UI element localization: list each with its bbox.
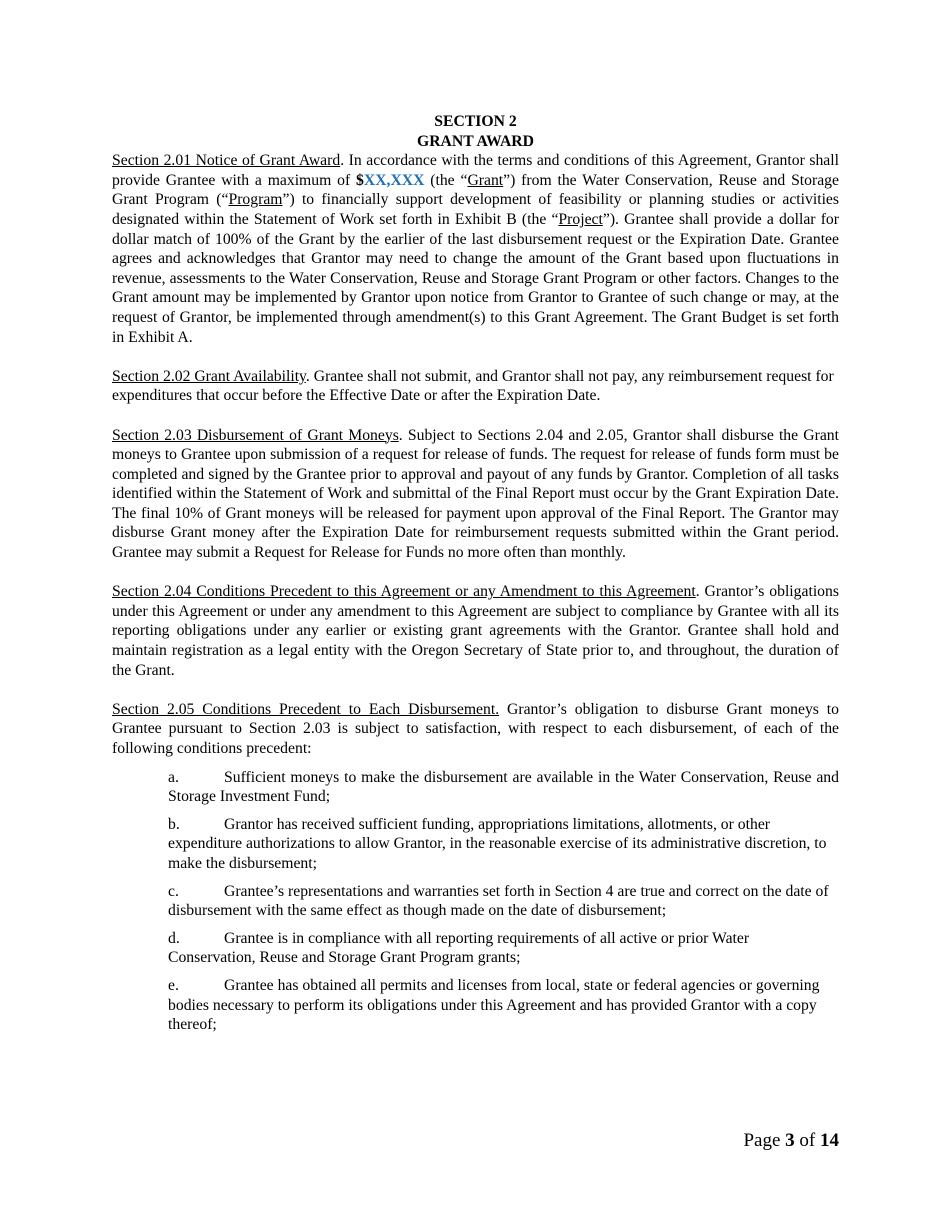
current-page-number: 3 (785, 1130, 795, 1151)
section-2-01-text-4: ”) to financially support development of feasibility or planning studies or activities designated within the Statement of Work set forth in Exhibit B (the “ (112, 191, 839, 228)
condition-text: Grantee has obtained all permits and licenses from local, state or federal agencies or governing bodies necessary to perform its obligations under this Agreement and has provided Grantor with a copy thereof; (168, 976, 820, 1034)
section-2-03-title: Section 2.03 Disbursement of Grant Moneys (112, 426, 399, 444)
project-defined-term: Project (558, 210, 603, 228)
grant-amount-placeholder: XX,XXX (363, 171, 425, 189)
conditions-list (168, 768, 839, 1035)
condition-label: b. (168, 815, 180, 833)
total-page-number: 14 (820, 1130, 839, 1151)
section-2-01-text-1: . In accordance with the terms and conditions of this Agreement, Grantor shall provide Grantee with a maximum of (112, 152, 839, 189)
section-2-02-paragraph (112, 367, 839, 406)
condition-text: Grantee’s representations and warranties set forth in Section 4 are true and correct on the date of disbursement with the same effect as though made on the date of disbursement; (168, 882, 829, 920)
condition-label: c. (168, 882, 179, 900)
section-2-04-title: Section 2.04 Conditions Precedent to this Agreement or any Amendment to this Agreement (112, 583, 696, 601)
section-2-04-paragraph (112, 582, 839, 680)
section-2-01-title: Section 2.01 Notice of Grant Award (112, 152, 341, 170)
condition-item-a (168, 768, 839, 807)
condition-label: a. (168, 768, 179, 786)
section-2-01-text-2: (the “ (424, 171, 468, 189)
condition-item-b (168, 815, 839, 874)
section-2-05-title: Section 2.05 Conditions Precedent to Each Disbursement. (112, 700, 500, 718)
section-number-heading: SECTION 2 (434, 113, 517, 130)
condition-label: d. (168, 929, 180, 947)
program-defined-term: Program (228, 191, 283, 209)
condition-text: Grantor has received sufficient funding, appropriations limitations, allotments, or other expenditure authorizations to allow Grantor, in the reasonable exercise of its administrative discretion, to make the disbursement; (168, 815, 827, 872)
condition-item-c (168, 882, 839, 921)
condition-item-d (168, 929, 839, 968)
section-2-05-text: Grantor’s obligation to disburse Grant moneys to Grantee pursuant to Section 2.03 is subject to satisfaction, with respect to each disbursement, of each of the following conditions precedent: (112, 700, 839, 757)
section-2-03-paragraph (112, 426, 839, 563)
condition-label: e. (168, 976, 179, 994)
grant-dollar-sign: $ (356, 171, 364, 189)
section-2-03-text: . Subject to Sections 2.04 and 2.05, Grantor shall disburse the Grant moneys to Grantee upon submission of a request for release of funds. The request for release of funds form must be completed and signed by the Grantee prior to approval and payout of any funds by Grantor. Completion of all tasks identified within the Statement of Work and submittal of the Final Report must occur by the Grant Expiration Date. The final 10% of Grant moneys will be released for payment upon approval of the Final Report. The Grantor may disburse Grant money after the Expiration Date for reimbursement requests submitted within the Grant period. Grantee may submit a Request for Release for Funds no more often than monthly. (112, 426, 839, 562)
section-2-01-text-5: ”). Grantee shall provide a dollar for dollar match of 100% of the Grant by the earlier of the last disbursement request or the Expiration Date. Grantee agrees and acknowledges that Grantor may need to change the amount of the Grant based upon fluctuations in revenue, assessments to the Water Conservation, Reuse and Storage Grant Program or other factors. Changes to the Grant amount may be implemented by Grantor upon notice from Grantor to Grantee of such change or may, at the request of Grantor, be implemented through amendment(s) to this Grant Agreement. The Grant Budget is set forth in Exhibit A. (112, 210, 839, 346)
condition-item-e (168, 976, 839, 1035)
section-2-02-title: Section 2.02 Grant Availability (112, 367, 306, 385)
section-2-04-text: . Grantor’s obligations under this Agreement or under any amendment to this Agreement are subject to compliance by Grantee with all its reporting obligations under any earlier or existing grant agreements with the Grantor. Grantee shall hold and maintain registration as a legal entity with the Oregon Secretary of State prior to, and throughout, the duration of the Grant. (112, 583, 839, 679)
grant-defined-term: Grant (467, 171, 504, 189)
section-2-02-text: . Grantee shall not submit, and Grantor shall not pay, any reimbursement request for expenditures that occur before the Effective Date or after the Expiration Date. (112, 367, 834, 405)
condition-text: Sufficient moneys to make the disbursement are available in the Water Conservation, Reuse and Storage Investment Fund; (168, 768, 839, 806)
document-page (112, 112, 839, 1043)
section-title-heading: GRANT AWARD (417, 132, 534, 150)
condition-text: Grantee is in compliance with all reporting requirements of all active or prior Water Conservation, Reuse and Storage Grant Program grants; (168, 929, 750, 967)
page-of-text: of (794, 1130, 820, 1151)
page-prefix: Page (743, 1130, 786, 1151)
section-2-01-paragraph (112, 151, 839, 347)
page-number-footer (743, 1130, 839, 1152)
section-2-01-text-3: ”) from the Water Conservation, Reuse and Storage Grant Program (“ (112, 171, 839, 209)
section-2-05-paragraph (112, 700, 839, 759)
